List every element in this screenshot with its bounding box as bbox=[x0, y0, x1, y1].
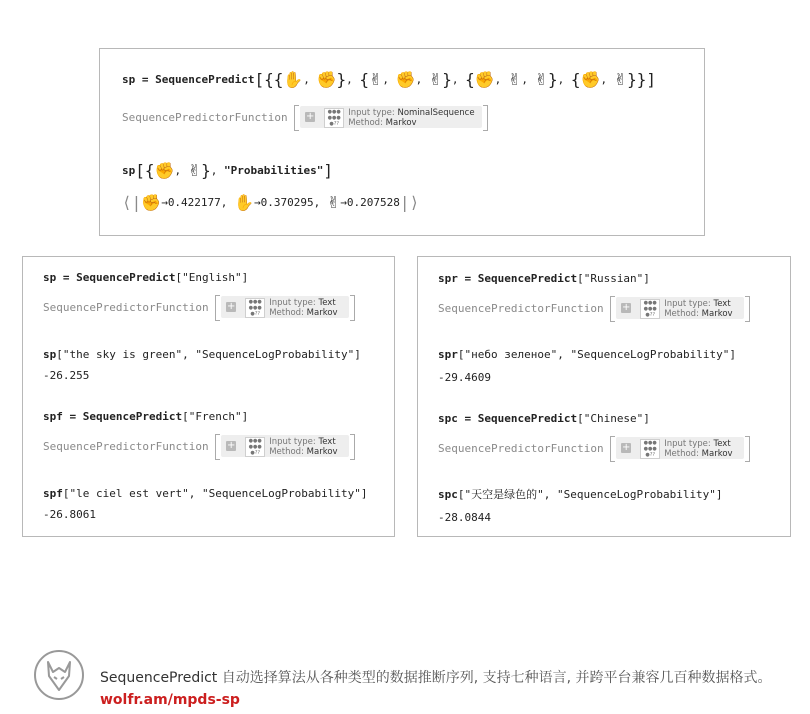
prob-value: 0.207528 bbox=[346, 196, 400, 209]
scissors-icon: ✌ bbox=[368, 70, 383, 89]
chinese-fn-output: SequencePredictorFunction + ●●● ●●● ●?? Input type: Text Method: Markov bbox=[438, 436, 750, 462]
fist-icon: ✊ bbox=[154, 161, 175, 180]
scissors-icon: ✌ bbox=[507, 70, 522, 89]
sp-symbol: sp bbox=[122, 164, 136, 177]
fist-icon: ✊ bbox=[395, 70, 416, 89]
top-input-line: sp = SequencePredict[{{✋, ✊}, {✌, ✊, ✌}, {✊, ✌, ✌}, {✊, ✌}}] bbox=[122, 70, 656, 89]
english-fn-output: SequencePredictorFunction + ●●● ●●● ●?? Input type: Text Method: Markov bbox=[43, 295, 355, 321]
left-notebook-panel bbox=[22, 256, 395, 537]
chinese-call: spc["天空是绿色的", "SequenceLogProbability"] bbox=[438, 488, 723, 501]
fn-meta: Input type: Text Method: Markov bbox=[269, 437, 338, 457]
expand-icon[interactable]: + bbox=[306, 111, 315, 122]
hand-icon: ✋ bbox=[283, 70, 304, 89]
french-def: spf = SequencePredict["French"] bbox=[43, 410, 249, 423]
fn-meta: Input type: NominalSequence Method: Markov bbox=[348, 108, 475, 128]
grid-icon: ●●● ●●● ●?? bbox=[640, 299, 660, 319]
scissors-icon: ✌ bbox=[187, 161, 202, 180]
probabilities-arg: "Probabilities" bbox=[223, 164, 324, 177]
chinese-def: spc = SequencePredict["Chinese"] bbox=[438, 412, 650, 425]
fn-summary-box[interactable] bbox=[294, 105, 488, 131]
expand-icon[interactable]: + bbox=[622, 302, 631, 313]
hand-icon: ✋ bbox=[234, 193, 254, 212]
grid-icon: ●●● ●●● ●?? bbox=[324, 108, 344, 128]
french-fn-output: SequencePredictorFunction + ●●● ●●● ●?? Input type: Text Method: Markov bbox=[43, 434, 355, 460]
fist-icon: ✊ bbox=[141, 193, 162, 212]
fist-icon: ✊ bbox=[580, 70, 601, 89]
russian-fn-output: SequencePredictorFunction + ●●● ●●● ●?? Input type: Text Method: Markov bbox=[438, 296, 750, 322]
russian-def: spr = SequencePredict["Russian"] bbox=[438, 272, 650, 285]
expand-icon[interactable]: + bbox=[227, 301, 236, 312]
top-prob-input: sp[{✊, ✌}, "Probabilities"] bbox=[122, 161, 333, 180]
fn-meta: Input type: Text Method: Markov bbox=[664, 299, 733, 319]
russian-call: spr["небо зеленое", "SequenceLogProbability"] bbox=[438, 348, 737, 361]
grid-icon: ●●● ●●● ●?? bbox=[640, 439, 660, 459]
english-call: sp["the sky is green", "SequenceLogProbability"] bbox=[43, 348, 361, 361]
wolf-logo-icon bbox=[34, 650, 84, 700]
french-call: spf["le ciel est vert", "SequenceLogProbability"] bbox=[43, 487, 368, 500]
english-def: sp = SequencePredict["English"] bbox=[43, 271, 249, 284]
grid-icon: ●●● ●●● ●?? bbox=[245, 298, 265, 318]
fist-icon: ✊ bbox=[474, 70, 495, 89]
fn-label: SequencePredictorFunction bbox=[122, 111, 288, 124]
footer-link[interactable]: wolfr.am/mpds-sp bbox=[100, 692, 240, 708]
right-notebook-panel bbox=[417, 256, 791, 537]
footer-product: SequencePredict bbox=[100, 670, 218, 686]
fn-summary-box[interactable] bbox=[215, 295, 355, 321]
footer-description: 自动选择算法从各种类型的数据推断序列, 支持七种语言, 并跨平台兼容几百种数据格式。 bbox=[217, 670, 772, 686]
grid-icon: ●●● ●●● ●?? bbox=[245, 437, 265, 457]
fist-icon: ✊ bbox=[316, 70, 337, 89]
english-output: -26.255 bbox=[43, 369, 90, 382]
scissors-icon: ✌ bbox=[428, 70, 443, 89]
top-notebook-panel bbox=[99, 48, 705, 236]
prob-value: 0.422177 bbox=[167, 196, 221, 209]
top-fn-output bbox=[122, 105, 488, 131]
scissors-icon: ✌ bbox=[534, 70, 548, 89]
fn-summary-box[interactable] bbox=[610, 436, 750, 462]
top-def-code: sp = SequencePredict bbox=[122, 73, 255, 86]
chinese-output: -28.0844 bbox=[438, 511, 491, 524]
prob-value: 0.370295 bbox=[260, 196, 314, 209]
expand-icon[interactable]: + bbox=[227, 440, 236, 451]
fn-meta: Input type: Text Method: Markov bbox=[269, 298, 338, 318]
fn-meta: Input type: Text Method: Markov bbox=[664, 439, 733, 459]
footer-caption bbox=[100, 667, 780, 711]
scissors-icon: ✌ bbox=[613, 70, 628, 89]
expand-icon[interactable]: + bbox=[622, 442, 631, 453]
fn-summary-box[interactable] bbox=[610, 296, 750, 322]
top-prob-output: ⟨|✊→0.422177, ✋→0.370295, ✌→0.207528|⟩ bbox=[122, 193, 420, 212]
french-output: -26.8061 bbox=[43, 508, 96, 521]
russian-output: -29.4609 bbox=[438, 371, 491, 384]
scissors-icon: ✌ bbox=[326, 193, 341, 212]
fn-summary-box[interactable] bbox=[215, 434, 355, 460]
